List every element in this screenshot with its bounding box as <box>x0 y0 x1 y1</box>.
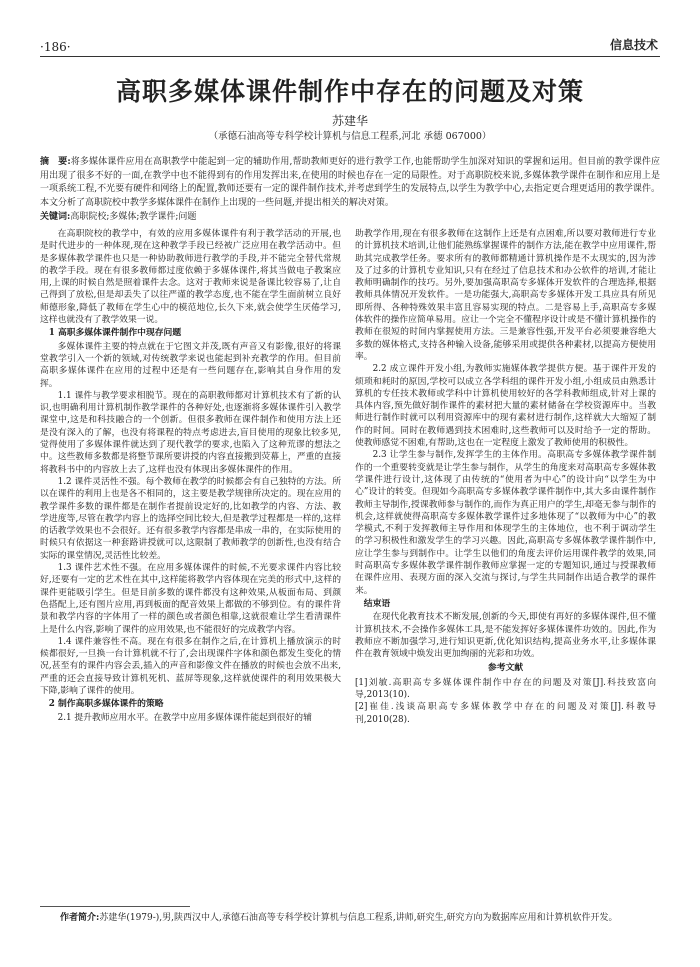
paragraph: 1.2 课件灵活性不强。每个教师在教学的时候都会有自己独特的方法。所以在课件的利用上也是各不相同的，这主要是教学规律所决定的。现在应用的教学课件多数的课件都是在制作者提前设定好的,比如教学的内容、方法、教学进度等,尽管在教学内容上的选择空间比较大,但是教学过程都是一样的,这样的话教学效果也不会很好。还有很多教学内容都是串成一串的，在实际使用的时候只有依据这一种套路讲授就可以,这限制了教师教学的创新性,也没有结合实际的课堂情况,灵活性比较差。 <box>40 476 341 561</box>
footnote-label: 作者简介: <box>60 913 100 923</box>
paragraph: 1.3 课件艺术性不强。在应用多媒体课件的时候,不光要求课件内容比较好,还要有一定的艺术性在其中,这样能将教学内容体现在完美的形式中,这样的课件更能吸引学生。但是目前多数的课件都没有这种效果,从板面布局、到颜色搭配上,还有图片应用,再到板面的配音效果上都做的不够到位。有的课件背景和教学内容的字体用了一样的颜色或者颜色相靠,这就很难让学生看清课件上是什么内容,影响了课件的应用效果,也不能很好的完成教学内容。 <box>40 563 341 635</box>
section-heading: 1 高职多媒体课件制作中现存问题 <box>48 328 182 339</box>
abstract-text: 将多媒体课件应用在高职教学中能起到一定的辅助作用,帮助教师更好的进行教学工作,也能帮助学生加深对知识的掌握和运用。但目前的教学课件应用出现了很多不好的一面,在教学中也不能得到有的作用发挥出来,在使用的时候也存在一定的局限性。对于高职院校来说,多媒体教学课件在制作和应用上是一项系统工程,不光要有硬件和网络上的配置,教师还要有一定的课件制作技术,并考虑到学生的发展特点,以学生为教学中心,去指定更合理更适用的教学课件。本文分析了高职院校中教学多媒体课件在制作上出现的一些问题,并提出相关的解决对策。 <box>40 157 660 208</box>
journal-name: 信息技术 <box>609 38 658 52</box>
reference-item: [2]崔佳.浅谈高职高专多媒体教学中存在的问题及对策[J].科教导刊,2010(28). <box>355 702 656 725</box>
paragraph: 2.3 让学生参与制作,发挥学生的主体作用。高职高专多媒体教学课件制作的一个重要转变就是让学生参与制作，从学生的角度来对高职高专多媒体教学课件进行设计,这体现了由传统的“使用者为中心”的设计向“以学生为中心”设计的转变。但现如今高职高专多媒体教学课件制作中,其大多由课件制作教师主导制作,授课教师参与制作的,而作为真正用户的学生,却毫无参与制作的机会,这样就使得高职高专多媒体教学课件过多地体现了“以教师为中心”的教学模式,不利于发挥教师主导作用和体现学生的主体地位，也不利于调动学生的学习积极性和激发学生的学习兴趣。因此,高职高专多媒体教学课件制作中,应让学生参与到制作中。让学生以他们的角度去评价运用课件教学的效果,同时高职高专多媒体教学课件制作教师应掌握一定的专题知识,通过与授课教师在课件应用、表现方面的深入交流与探讨,与学生共同制作出适合教学的课件来。 <box>355 450 656 596</box>
abstract-label: 摘 要: <box>40 157 71 167</box>
article-author: 苏建华 <box>331 114 368 128</box>
footnote-text: 苏建华(1979-),男,陕西汉中人,承德石油高等专科学校计算机与信息工程系,讲师,研究生,研究方向为数据库应用和计算机软件开发。 <box>99 913 618 923</box>
header-rule <box>40 56 660 57</box>
paragraph: 2.2 成立课件开发小组,为教师实施媒体教学提供方便。基于课件开发的烦琐和耗时的原因,学校可以成立各学科组的课件开发小组,小组成员由熟悉计算机的专任技术教师或学科中计算机使用较好的各学科教师组成,针对上课的具体内容,预先做好制作课件的素材把大量的素材储备在学校资源库中。当教师进行制作时就可以利用资源库中的现有素材进行制作,这样就大大缩短了制作的时间。同时在教师遇到技术困难时,这些教师可以及时给予一定的帮助。使教师感觉不困难,有帮助,这也在一定程度上激发了教师使用的积极性。 <box>355 364 656 449</box>
section-heading: 结束语 <box>363 598 391 609</box>
paragraph: 1.4 课件兼容性不高。现在有很多在制作之后,在计算机上播放演示的时候都很好,一旦换一台计算机就不行了,会出现课件字体和颜色都发生变化的情况,甚至有的课件内容会丢,插入的声音和影像文件在播放的时候也会放不出来,严重的还会直接导致计算机死机、蓝屏等现象,这样就使课件的利用效果极大下降,影响了课件的使用。 <box>40 636 341 696</box>
page-number: ·186· <box>40 40 71 54</box>
keywords-label: 关键词: <box>40 212 71 222</box>
keywords <box>40 211 660 225</box>
paragraph: 1.1 课件与教学要求相脱节。现在的高职教师都对计算机技术有了新的认识,也明确利用计算机制作教学课件的各种好处,也逐渐将多媒体课件引入教学课堂中,这是和科技融合的一个创新。但很多教师在课件制作和使用方法上还是没有深入的了解，也没有将课程的特点考虑进去,盲目使用的现象比较多见,觉得使用了多媒体课件就达到了现代教学的要求,也陷入了这种荒谬的想法之中。这些教师多数都是将整节课所要讲授的内容直接搬到荧幕上，严重的直接将教科书中的内容放上去了,这样也没有体现出多媒体课件的作用。 <box>40 390 341 475</box>
reference-item: [1]刘敏.高职高专多媒体课件制作中存在的问题及对策[J].科技致富向导,2013(10). <box>355 677 656 700</box>
author-footnote <box>60 912 660 925</box>
footnote-rule <box>40 906 190 907</box>
keywords-text: 高职院校;多媒体;教学课件;问题 <box>70 212 197 222</box>
right-column <box>355 228 656 726</box>
paragraph: 在高职院校的教学中，有效的应用多媒体课件有利于教学活动的开展,也是时代进步的一种体现,现在这种教学手段已经被广泛应用在教学活动中。但是多媒体教学课件也只是一种协助教师进行教学的手段,并不能完全替代常规的教学手段。现在有很多教师都过度依赖于多媒体课件,将其当做电子教案应用,上课的时候自然是照着课件去念。这对于教师来说是备课比较容易了,让自己得到了放松,但是却丢失了以往严谨的教学态度,也不能在学生面前树立良好师德形象,降低了教师在学生心中的模范地位,长久下来,就会使学生厌倦学习,这样也就没有了教学效果一说。 <box>40 229 341 326</box>
paragraph: 多媒体课件主要的特点就在于它图文并茂,既有声音又有影像,很好的将课堂教学引入一个新的领域,对传统教学来说也能起到补充教学的作用。但目前高职多媒体课件在应用的过程中还是有一些问题存在,影响其自身作用的发挥。 <box>40 341 341 389</box>
article-title: 高职多媒体课件制作中存在的问题及对策 <box>115 77 584 106</box>
section-heading: 2 制作高职多媒体课件的策略 <box>48 699 164 710</box>
paragraph: 助教学作用,现在有很多教师在这制作上还是有点困难,所以要对教师进行专业的计算机技术培训,让他们能熟练掌握课件的制作方法,能在教学中应用课件,帮助其完成教学任务。要求所有的教师都精通计算机操作是不太现实的,因为涉及了过多的计算机专业知识,只有在经过了信息技术和办公软件的培训,才能让教师明确制作的技巧。另外,要加强高职高专多媒体开发软件的合理选择,根据教师具体情况开发软件。一是功能强大,高职高专多媒体开发工具应具有所见即所得、各种特殊效果丰富且容易实现的特点。二是容易上手,高职高专多媒体软件的操作应简单易用。应让一个完全不懂程序设计或是不懂计算机操作的教师在很短的时间内掌握使用方法。三是兼容性强,开发平台必须要兼容绝大多数的媒体格式,支持各种输入设备,能够采用或提供各种素材,以提高方便使用率。 <box>355 229 656 362</box>
left-column <box>40 228 341 724</box>
paragraph: 2.1 提升教师应用水平。在教学中应用多媒体课件能起到很好的辅 <box>57 712 312 723</box>
author-affiliation: （承德石油高等专科学校计算机与信息工程系,河北 承德 067000） <box>208 131 492 142</box>
body-columns <box>40 228 660 900</box>
references-heading: 参考文献 <box>487 663 524 674</box>
paragraph: 在现代化教育技术不断发展,创新的今天,即使有再好的多媒体课件,但不懂计算机技术,不会操作多媒体工具,是不能发挥好多媒体课件功效的。因此,作为教师应不断加强学习,进行知识更新,优化知识结构,提高业务水平,让多媒体课件在教育领域中焕发出更加绚丽的光彩和功效。 <box>355 612 656 660</box>
abstract <box>40 156 660 210</box>
abstract-block <box>40 156 660 225</box>
